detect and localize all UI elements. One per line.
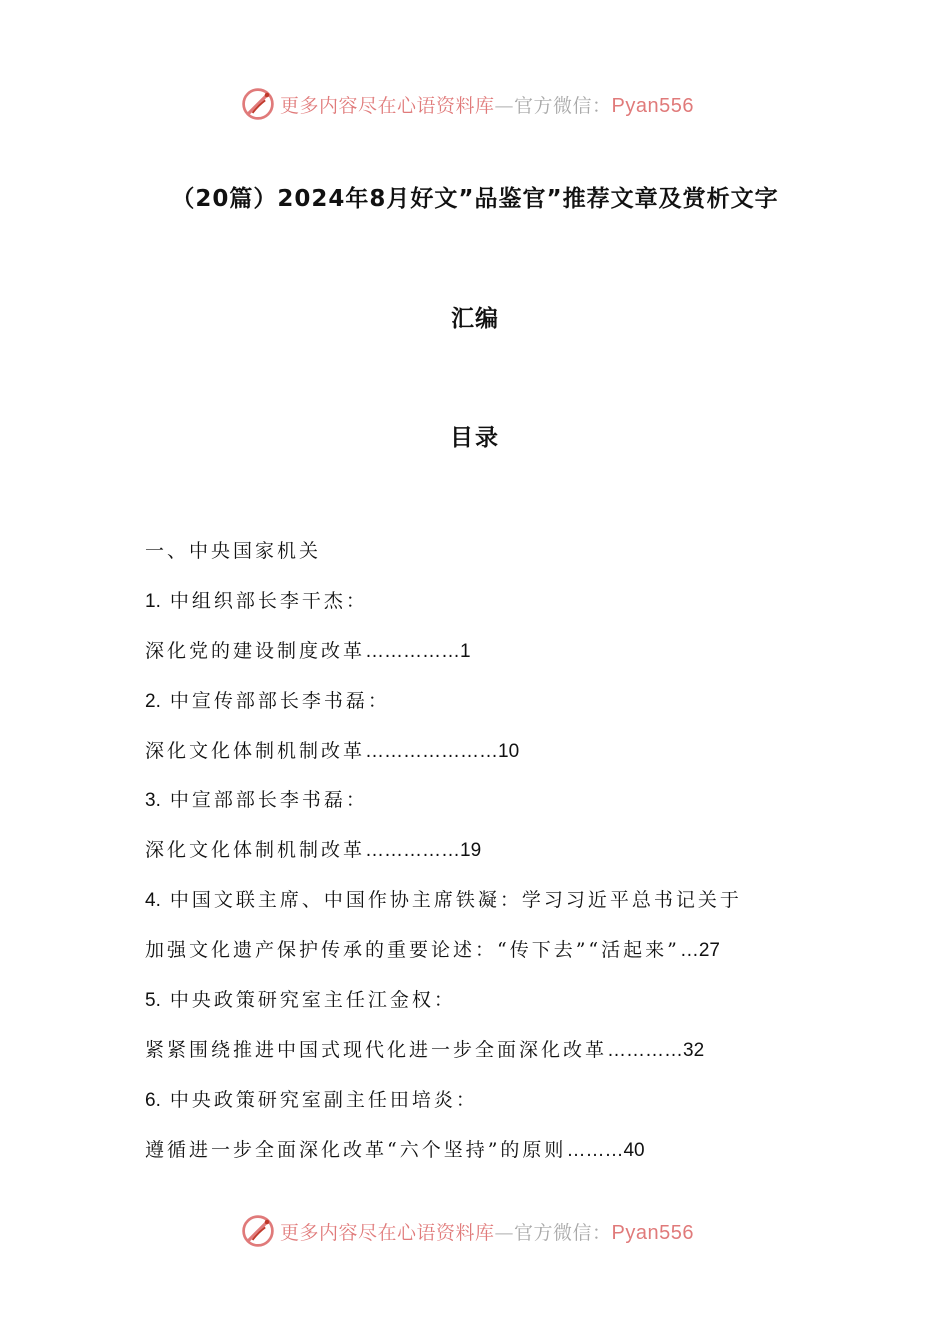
toc-item-author	[145, 584, 845, 634]
toc-item-author	[145, 983, 845, 1033]
toc-item-author-text: 中国文联主席、中国作协主席铁凝：学习习近平总书记关于	[169, 889, 742, 912]
toc-item-title[interactable]	[145, 734, 845, 784]
watermark-label: 官方微信：	[514, 1221, 612, 1244]
toc-page-number: 10	[498, 740, 520, 762]
toc-dot-leader: ……………	[365, 840, 461, 862]
toc-item-title-text: 深化文化体制机制改革	[145, 839, 366, 862]
toc-item-author	[145, 783, 845, 833]
document-title-line-1: （20篇）2024年8月好文”品鉴官”推荐文章及赏析文字	[171, 186, 779, 212]
watermark-handle: Pyan556	[611, 1221, 694, 1244]
toc-dot-leader: …………	[607, 1039, 684, 1061]
toc-item-title[interactable]	[145, 1033, 845, 1083]
watermark-label: 官方微信：	[514, 94, 612, 117]
toc-item-number: 4.	[145, 890, 161, 912]
toc-dot-leader: ……………	[365, 640, 461, 662]
watermark-header	[0, 84, 950, 124]
toc-item-title-text: 深化党的建设制度改革	[145, 639, 366, 662]
watermark-text	[280, 1218, 694, 1245]
toc-dot-leader: …………………	[365, 740, 499, 762]
toc-item-author-text: 中宣部部长李书磊：	[169, 789, 368, 812]
toc-page-number: 1	[460, 640, 471, 662]
pen-logo-icon	[240, 1213, 276, 1249]
watermark-footer	[0, 1211, 950, 1251]
toc-item-author	[145, 684, 845, 734]
toc-item-author-text: 中央政策研究室主任江金权：	[169, 989, 456, 1012]
toc-item-title[interactable]	[145, 634, 845, 684]
toc-heading: 目录	[450, 425, 500, 451]
toc-dot-leader: ………	[566, 1139, 624, 1161]
table-of-contents	[145, 534, 845, 1183]
toc-page-number: 32	[683, 1039, 705, 1061]
toc-item-number: 6.	[145, 1089, 161, 1111]
toc-item-number: 2.	[145, 690, 161, 712]
pen-logo-icon	[240, 86, 276, 122]
toc-item-title-text: 深化文化体制机制改革	[145, 739, 366, 762]
toc-item-number: 1.	[145, 590, 161, 612]
toc-item-title-text: 紧紧围绕推进中国式现代化进一步全面深化改革	[145, 1038, 608, 1061]
toc-item-title[interactable]	[145, 1133, 845, 1183]
toc-item-title-text: 遵循进一步全面深化改革“六个坚持”的原则	[145, 1138, 567, 1161]
toc-item-author-text: 中组织部长李干杰：	[169, 589, 368, 612]
toc-dot-leader: …	[679, 940, 699, 962]
toc-item-author	[145, 1083, 845, 1133]
toc-item-author-text: 中央政策研究室副主任田培炎：	[169, 1088, 478, 1111]
watermark-dash: —	[494, 94, 515, 117]
watermark-dash: —	[494, 1221, 515, 1244]
toc-item-title-text: 加强文化遗产保护传承的重要论述：“传下去”“活起来”	[145, 939, 680, 962]
watermark-handle: Pyan556	[611, 94, 694, 117]
watermark-brand: 更多内容尽在心语资料库	[280, 1221, 495, 1244]
toc-item-title[interactable]	[145, 933, 845, 983]
toc-page-number: 40	[623, 1139, 645, 1161]
toc-item-author-text: 中宣传部部长李书磊：	[169, 689, 390, 712]
watermark-text	[280, 91, 694, 118]
toc-item-number: 3.	[145, 790, 161, 812]
toc-page-number: 27	[698, 940, 720, 962]
toc-page-number: 19	[460, 840, 482, 862]
toc-item-title[interactable]	[145, 833, 845, 883]
toc-item-number: 5.	[145, 990, 161, 1012]
document-title-line-2: 汇编	[451, 306, 499, 332]
toc-section-heading: 一、中央国家机关	[145, 540, 322, 562]
toc-item-author	[145, 883, 845, 933]
watermark-brand: 更多内容尽在心语资料库	[280, 94, 495, 117]
